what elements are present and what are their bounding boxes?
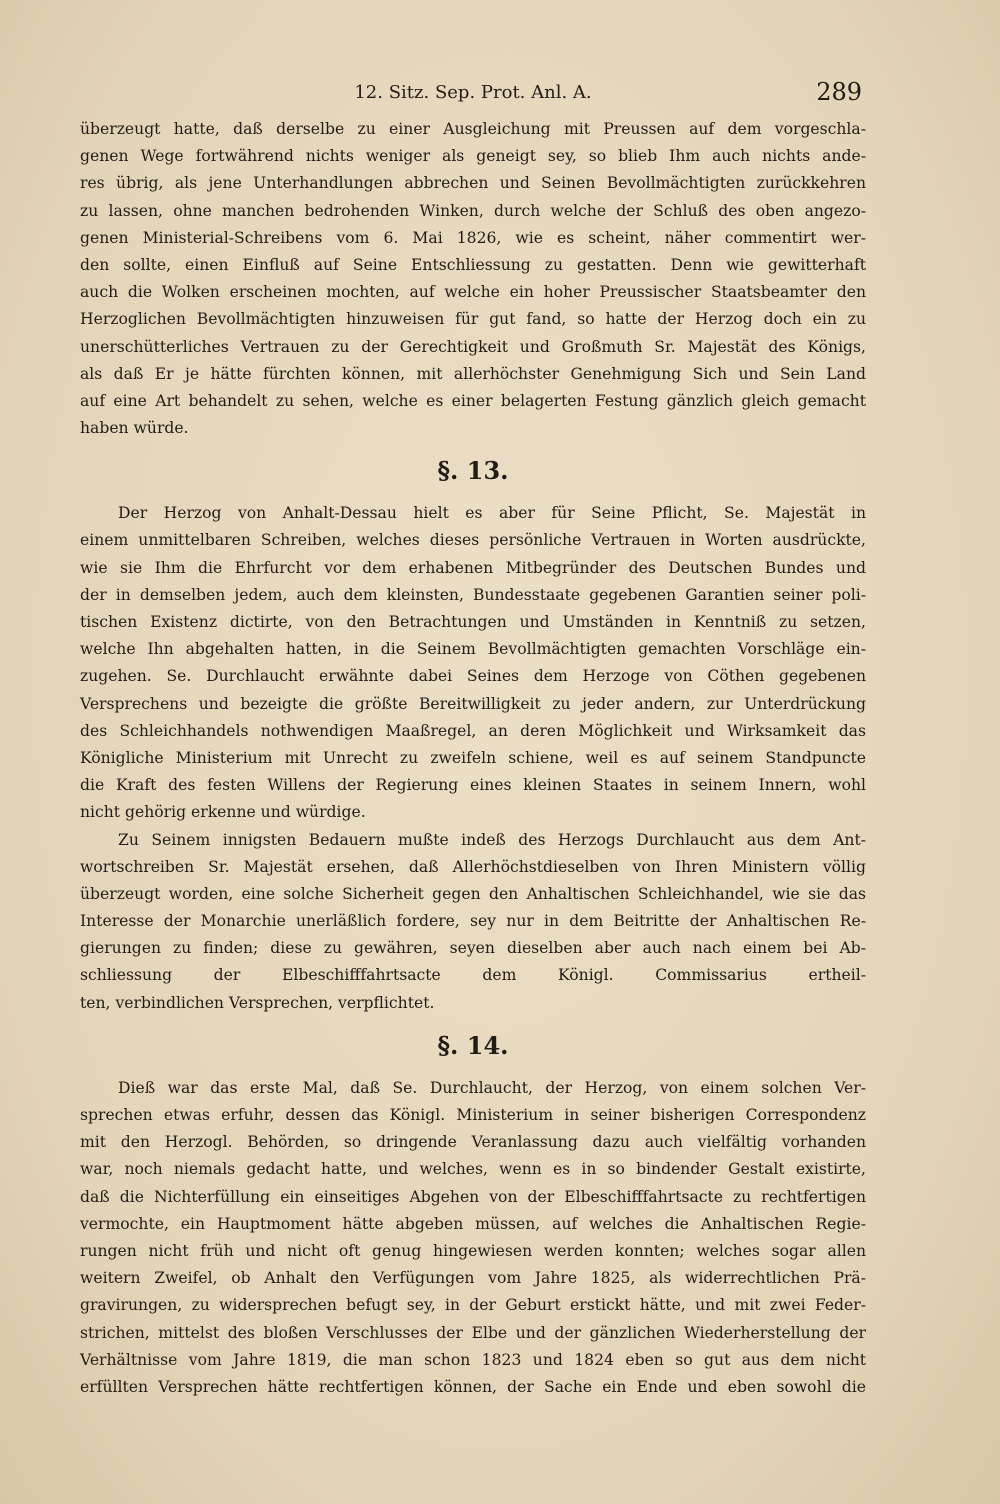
text-line: welche Ihn abgehalten hatten, in die Seinem Bevollmächtigten gemachten Vorschläge ein-	[80, 640, 866, 659]
text-line: rungen nicht früh und nicht oft genug hingewiesen werden konnten; welches sogar allen	[80, 1241, 866, 1260]
text-line: die Kraft des festen Willens der Regierung eines kleinen Staates in seinem Innern, wohl	[80, 776, 866, 795]
paragraph	[80, 827, 866, 1017]
section-heading-14: §. 14.	[437, 1030, 509, 1060]
text-line: auch die Wolken erscheinen mochten, auf welche ein hoher Preussischer Staatsbeamter den	[80, 283, 866, 302]
text-line: Versprechens und bezeigte die größte Bereitwilligkeit zu jeder andern, zur Unterdrückung	[80, 694, 866, 713]
page-header	[80, 78, 866, 116]
text-line: der in demselben jedem, auch dem kleinsten, Bundesstaate gegebenen Garantien seiner poli-	[80, 585, 866, 604]
text-line: weitern Zweifel, ob Anhalt den Verfügungen vom Jahre 1825, als widerrechtlichen Prä-	[80, 1269, 866, 1288]
text-line: gravirungen, zu widersprechen befugt sey, in der Geburt erstickt hätte, und mit zwei Feder-	[80, 1296, 866, 1315]
text-line: Verhältnisse vom Jahre 1819, die man schon 1823 und 1824 eben so gut aus dem nicht	[80, 1350, 866, 1369]
text-line: überzeugt worden, eine solche Sicherheit gegen den Anhaltischen Schleichhandel, wie sie das	[80, 884, 866, 903]
text-line: gierungen zu finden; diese zu gewähren, seyen dieselben aber auch nach einem bei Ab-	[80, 939, 866, 958]
text-line: überzeugt hatte, daß derselbe zu einer Ausgleichung mit Preussen auf dem vorgeschla-	[80, 120, 866, 138]
text-line: mit den Herzogl. Behörden, so dringende Veranlassung dazu auch vielfältig vorhanden	[80, 1133, 866, 1152]
text-line: sprechen etwas erfuhr, dessen das Königl. Ministerium in seiner bisherigen Correspondenz	[80, 1106, 866, 1124]
text-line: zu lassen, ohne manchen bedrohenden Winken, durch welche der Schluß des oben angezo-	[80, 201, 866, 220]
text-line: wie sie Ihm die Ehrfurcht vor dem erhabenen Mitbegründer des Deutschen Bundes und	[80, 558, 866, 577]
text-line: des Schleichhandels nothwendigen Maaßregel, an deren Möglichkeit und Wirksamkeit das	[80, 721, 866, 740]
text-line: den sollte, einen Einfluß auf Seine Entschliessung zu gestatten. Denn wie gewitterhaft	[80, 255, 866, 274]
text-line: Zu Seinem innigsten Bedauern mußte indeß des Herzogs Durchlaucht aus dem Ant-	[118, 830, 866, 849]
text-line: unerschütterliches Vertrauen zu der Gerechtigkeit und Großmuth Sr. Majestät des Königs,	[80, 337, 866, 356]
page-number: 289	[816, 78, 862, 106]
paragraph	[80, 116, 866, 442]
text-line: zugehen. Se. Durchlaucht erwähnte dabei Seines dem Herzoge von Cöthen gegebenen	[80, 667, 866, 686]
text-line: Der Herzog von Anhalt-Dessau hielt es aber für Seine Pflicht, Se. Majestät in	[118, 504, 866, 523]
text-line: Königliche Ministerium mit Unrecht zu zweifeln schiene, weil es auf seinem Standpuncte	[80, 748, 866, 767]
text-line: Herzoglichen Bevollmächtigten hinzuweisen für gut fand, so hatte der Herzog doch ein zu	[80, 310, 866, 329]
paragraph	[80, 500, 866, 826]
text-line: Interesse der Monarchie unerläßlich fordere, sey nur in dem Beitritte der Anhaltischen Re-	[80, 912, 866, 931]
text-line: genen Wege fortwährend nichts weniger als geneigt sey, so blieb Ihm auch nichts ande-	[80, 147, 866, 166]
text-line: vermochte, ein Hauptmoment hätte abgeben müssen, auf welches die Anhaltischen Regie-	[80, 1214, 866, 1233]
text-line: wortschreiben Sr. Majestät ersehen, daß Allerhöchstdieselben von Ihren Ministern völlig	[80, 857, 866, 876]
text-line: haben würde.	[80, 419, 189, 438]
text-line: war, noch niemals gedacht hatte, und welches, wenn es in so bindender Gestalt existirte,	[80, 1160, 866, 1179]
text-line: genen Ministerial-Schreibens vom 6. Mai 1826, wie es scheint, näher commentirt wer-	[80, 228, 866, 247]
text-line: tischen Existenz dictirte, von den Betrachtungen und Umständen in Kenntniß zu setzen,	[80, 613, 866, 631]
paragraph	[80, 1075, 866, 1401]
text-line: als daß Er je hätte fürchten können, mit allerhöchster Genehmigung Sich und Sein Land	[80, 364, 866, 383]
section-heading-13: §. 13.	[437, 456, 509, 486]
text-line: daß die Nichterfüllung ein einseitiges Abgehen von der Elbeschifffahrtsacte zu rechtfertigen	[80, 1187, 866, 1206]
text-line: strichen, mittelst des bloßen Verschlusses der Elbe und der gänzlichen Wiederherstellung der	[80, 1323, 866, 1342]
text-line: erfüllten Versprechen hätte rechtfertigen können, der Sache ein Ende und eben sowohl die	[80, 1377, 866, 1396]
text-line: auf eine Art behandelt zu sehen, welche es einer belagerten Festung gänzlich gleich gemacht	[80, 391, 866, 410]
text-line: nicht gehörig erkenne und würdige.	[80, 803, 366, 822]
text-line: ten, verbindlichen Versprechen, verpflichtet.	[80, 993, 435, 1012]
text-line: schliessung der Elbeschifffahrtsacte dem Königl. Commissarius ertheil-	[80, 966, 866, 985]
text-line: res übrig, als jene Unterhandlungen abbrechen und Seinen Bevollmächtigten zurückkehren	[80, 174, 866, 193]
text-line: einem unmittelbaren Schreiben, welches dieses persönliche Vertrauen in Worten ausdrückte,	[80, 531, 866, 550]
text-block	[80, 78, 866, 1401]
text-line: Dieß war das erste Mal, daß Se. Durchlaucht, der Herzog, von einem solchen Ver-	[118, 1078, 866, 1097]
running-head: 12. Sitz. Sep. Prot. Anl. A.	[354, 82, 592, 103]
